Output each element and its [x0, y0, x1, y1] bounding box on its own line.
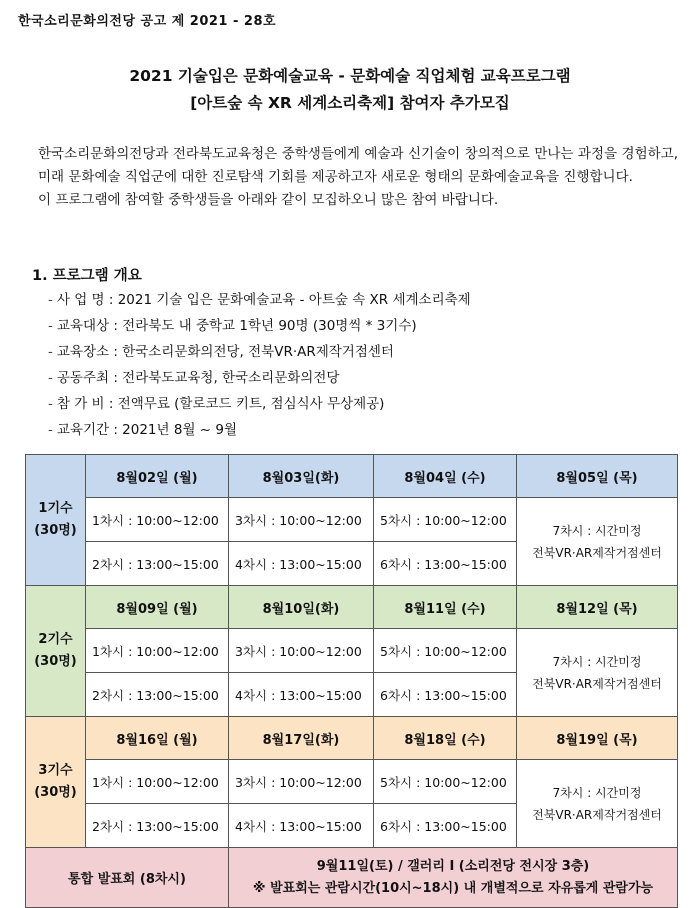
dash-bullet: - — [48, 370, 53, 386]
group-name: 1기수 — [38, 501, 73, 516]
schedule-date: 8월02일 (월) — [86, 455, 229, 498]
dash-bullet: - — [48, 344, 53, 360]
section-heading-overview: 1. 프로그램 개요 — [32, 268, 142, 284]
session-slot: 2차시 : 13:00~15:00 — [86, 673, 229, 717]
session-slot: 4차시 : 13:00~15:00 — [229, 673, 374, 717]
group-name: 3기수 — [38, 763, 73, 778]
overview-item — [48, 420, 471, 446]
overview-item — [48, 316, 471, 342]
document-subtitle: [아트숲 속 XR 세계소리축제] 참여자 추가모집 — [190, 94, 510, 112]
overview-text: 참 가 비 : 전액무료 (할로코드 키트, 점심식사 무상제공) — [56, 396, 385, 412]
final-note: ※ 발표회는 관람시간(10시~18시) 내 개별적으로 자유롭게 관람가능 — [252, 880, 654, 896]
intro-paragraph: 이 프로그램에 참여할 중학생들을 아래와 같이 모집하오니 많은 참여 바랍니다. — [38, 192, 499, 208]
session-slot: 6차시 : 13:00~15:00 — [374, 804, 517, 848]
overview-item — [48, 342, 471, 368]
overview-text: 사 업 명 : 2021 기술 입은 문화예술교육 - 아트숲 속 XR 세계소리축제 — [56, 292, 471, 308]
session-7-place: 전북VR·AR제작거점센터 — [532, 807, 662, 822]
schedule-date: 8월04일 (수) — [374, 455, 517, 498]
session-slot: 5차시 : 10:00~12:00 — [374, 760, 517, 804]
group-label — [26, 717, 86, 848]
dash-bullet: - — [48, 422, 53, 438]
intro-text — [38, 143, 678, 212]
schedule-date: 8월19일 (목) — [517, 717, 678, 760]
session-7-cell — [517, 760, 678, 848]
dash-bullet: - — [48, 318, 53, 334]
overview-text: 교육장소 : 한국소리문화의전당, 전북VR·AR제작거점센터 — [56, 344, 394, 360]
session-slot: 4차시 : 13:00~15:00 — [229, 804, 374, 848]
session-slot: 1차시 : 10:00~12:00 — [86, 760, 229, 804]
overview-list — [48, 290, 471, 446]
intro-paragraph: 한국소리문화의전당과 전라북도교육청은 중학생들에게 예술과 신기술이 창의적으로 만나는 과정을 경험하고, 미래 문화예술 직업군에 대한 진로탐색 기회를 제공하고자 새로운 형태의 문화예술교육을 진행합니다. — [38, 146, 678, 185]
session-slot: 1차시 : 10:00~12:00 — [86, 629, 229, 673]
overview-text: 교육대상 : 전라북도 내 중학교 1학년 90명 (30명씩 * 3기수) — [56, 318, 417, 334]
overview-text: 교육기간 : 2021년 8월 ~ 9월 — [56, 422, 238, 438]
session-slot: 1차시 : 10:00~12:00 — [86, 498, 229, 542]
dash-bullet: - — [48, 396, 53, 412]
session-7-place: 전북VR·AR제작거점센터 — [532, 545, 662, 560]
group-name: 2기수 — [38, 632, 73, 647]
schedule-date: 8월17일(화) — [229, 717, 374, 760]
schedule-date: 8월05일 (목) — [517, 455, 678, 498]
overview-item — [48, 394, 471, 420]
session-7-time: 7차시 : 시간미정 — [552, 785, 642, 800]
schedule-date: 8월11일 (수) — [374, 586, 517, 629]
session-slot: 3차시 : 10:00~12:00 — [229, 498, 374, 542]
session-slot: 5차시 : 10:00~12:00 — [374, 629, 517, 673]
session-slot: 3차시 : 10:00~12:00 — [229, 760, 374, 804]
schedule-table — [25, 454, 678, 908]
final-presentation-label: 통합 발표회 (8차시) — [26, 848, 229, 908]
schedule-date: 8월18일 (수) — [374, 717, 517, 760]
group-size: (30명) — [34, 654, 77, 669]
final-presentation-info — [229, 848, 678, 908]
schedule-date: 8월12일 (목) — [517, 586, 678, 629]
session-slot: 5차시 : 10:00~12:00 — [374, 498, 517, 542]
notice-number: 한국소리문화의전당 공고 제 2021 - 28호 — [18, 14, 277, 29]
session-slot: 2차시 : 13:00~15:00 — [86, 804, 229, 848]
overview-item — [48, 290, 471, 316]
session-slot: 3차시 : 10:00~12:00 — [229, 629, 374, 673]
session-7-cell — [517, 629, 678, 717]
session-slot: 2차시 : 13:00~15:00 — [86, 542, 229, 586]
document-title: 2021 기술입은 문화예술교육 - 문화예술 직업체험 교육프로그램 — [129, 67, 571, 85]
session-slot: 6차시 : 13:00~15:00 — [374, 542, 517, 586]
group-label — [26, 586, 86, 717]
session-7-time: 7차시 : 시간미정 — [552, 523, 642, 538]
overview-text: 공동주최 : 전라북도교육청, 한국소리문화의전당 — [56, 370, 340, 386]
overview-item — [48, 368, 471, 394]
session-7-time: 7차시 : 시간미정 — [552, 654, 642, 669]
session-slot: 4차시 : 13:00~15:00 — [229, 542, 374, 586]
session-7-cell — [517, 498, 678, 586]
schedule-date: 8월09일 (월) — [86, 586, 229, 629]
schedule-date: 8월10일(화) — [229, 586, 374, 629]
session-slot: 6차시 : 13:00~15:00 — [374, 673, 517, 717]
final-date-venue: 9월11일(토) / 갤러리 Ⅰ (소리전당 전시장 3층) — [316, 858, 590, 874]
session-7-place: 전북VR·AR제작거점센터 — [532, 676, 662, 691]
group-size: (30명) — [34, 523, 77, 538]
group-label — [26, 455, 86, 586]
group-size: (30명) — [34, 785, 77, 800]
schedule-date: 8월03일(화) — [229, 455, 374, 498]
dash-bullet: - — [48, 292, 53, 308]
schedule-date: 8월16일 (월) — [86, 717, 229, 760]
